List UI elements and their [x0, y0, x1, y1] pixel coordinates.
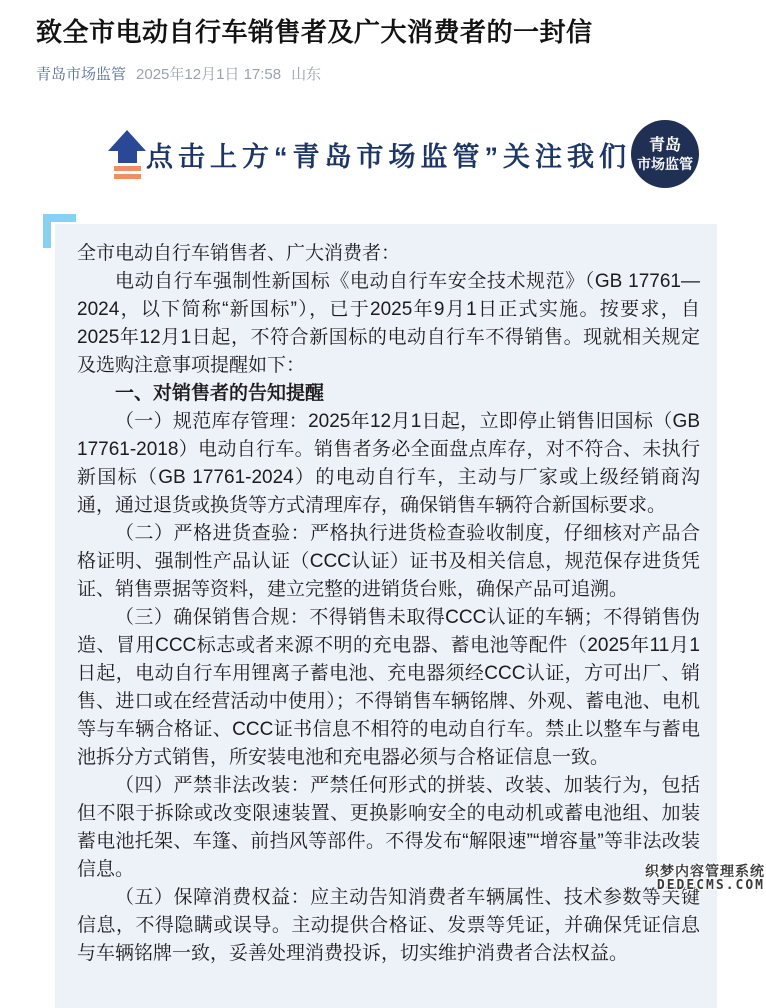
letter-paragraph-salutation: 全市电动自行车销售者、广大消费者： [77, 242, 401, 264]
letter-paragraph-item-2: （二）严格进货查验：严格执行进货检查验收制度，仔细核对产品合格证明、强制性产品认证（CCC认证）证书及相关信息，规范保存进货凭证、销售票据等资料，建立完整的进销货台账，确保产品可追溯。 [77, 522, 700, 600]
letter-paragraph-section-heading: 一、对销售者的告知提醒 [115, 382, 325, 404]
article-header [0, 0, 766, 84]
letter-paragraph-item-1: （一）规范库存管理：2025年12月1日起，立即停止销售旧国标（GB 17761-2018）电动自行车。销售者务必全面盘点库存，对不符合、未执行新国标（GB 17761-2024）的电动自行车，主动与厂家或上级经销商沟通，通过退货或换货等方式清理库存，确保销售车辆符合新国标要求。 [77, 410, 700, 516]
up-arrow-shaft [118, 151, 137, 163]
page-title: 致全市电动自行车销售者及广大消费者的一封信 [36, 17, 593, 47]
letter-paragraph-intro-paragraph: 电动自行车强制性新国标《电动自行车安全技术规范》（GB 17761—2024，以下简称“新国标”），已于2025年9月1日正式实施。按要求，自2025年12月1日起，不符合新国标的电动自行车不得销售。现就相关规定及选购注意事项提醒如下： [77, 270, 700, 376]
letter-paragraph-item-5: （五）保障消费权益：应主动告知消费者车辆属性、技术参数等关键信息，不得隐瞒或误导。主动提供合格证、发票等凭证，并确保凭证信息与车辆铭牌一致，妥善处理消费投诉，切实维护消费者合法权益。 [77, 886, 700, 964]
account-name-link[interactable]: 青岛市场监管 [36, 65, 127, 83]
byline [36, 63, 730, 84]
watermark-cn-text: 织梦内容管理系统 [645, 862, 765, 879]
corner-bracket-decoration [43, 214, 76, 248]
letter-content [55, 224, 717, 1008]
follow-banner-image[interactable] [0, 102, 766, 207]
dedecms-watermark [645, 863, 765, 894]
watermark-en-text: DEDECMS.COM [656, 878, 765, 894]
up-arrow-head [108, 130, 146, 151]
account-logo-badge [631, 120, 699, 188]
badge-text-line1: 青岛 [648, 136, 681, 154]
badge-text-line2: 市场监管 [637, 155, 693, 172]
up-arrow-stripe [114, 166, 141, 171]
publish-date: 2025年12月1日 17:58 [136, 65, 282, 83]
publish-location: 山东 [291, 65, 322, 83]
follow-prompt-text: 点击上方“青岛市场监管”关注我们 [146, 141, 631, 172]
up-arrow-icon [108, 130, 146, 179]
up-arrow-stripe [114, 174, 141, 179]
letter-paragraph-item-4: （四）严禁非法改装：严禁任何形式的拼装、改装、加装行为，包括但不限于拆除或改变限速装置、更换影响安全的电动机或蓄电池组、加装蓄电池托架、车篷、前挡风等部件。不得发布“解限速”“增容量”等非法改装信息。 [77, 774, 700, 880]
letter-paragraph-item-3: （三）确保销售合规：不得销售未取得CCC认证的车辆；不得销售伪造、冒用CCC标志或者来源不明的充电器、蓄电池等配件（2025年11月1日起，电动自行车用锂离子蓄电池、充电器须经CCC认证，方可出厂、销售、进口或在经营活动中使用）；不得销售车辆铭牌、外观、蓄电池、电机等与车辆合格证、CCC证书信息不相符的电动自行车。禁止以整车与蓄电池拆分方式销售，所安装电池和充电器必须与合格证信息一致。 [77, 606, 700, 768]
letter-body [55, 224, 717, 1008]
